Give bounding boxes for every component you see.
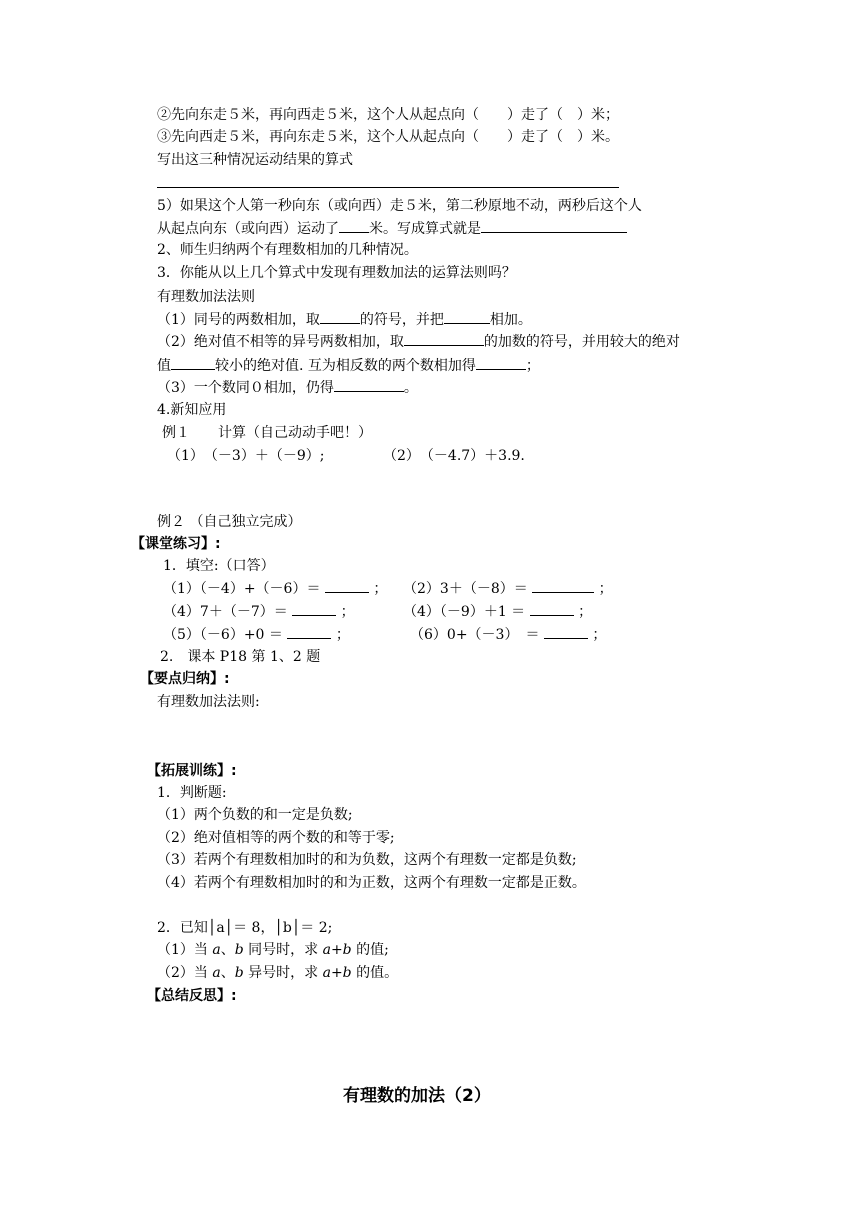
exercise-4a-text: （4）7＋（－7）＝: [163, 604, 288, 620]
extension-heading: 【拓展训练】:: [147, 763, 237, 779]
rule-1-b: 的符号，并把: [359, 312, 444, 328]
exercise-4b-text: （4）（－9）＋1 ＝: [403, 604, 526, 620]
semicolon: ；: [335, 627, 350, 643]
q5-line-1: 5）如果这个人第一秒向东（或向西）走５米，第二秒原地不动，两秒后这个人: [157, 198, 642, 214]
exercise-6-text: （6）0+（－3） ＝: [410, 627, 540, 643]
rule-2: [157, 331, 680, 352]
rule-3-a: （3）一个数同０相加，仍得: [157, 380, 334, 396]
blank: [339, 218, 369, 233]
semicolon: ；: [340, 604, 355, 620]
blank: [287, 624, 331, 639]
summary-line-3: 3．你能从以上几个算式中发现有理数加法的运算法则吗？: [157, 265, 516, 281]
blank: [532, 578, 594, 593]
blank: [320, 309, 360, 324]
rule-2-a: （2）绝对值不相等的异号两数相加，取: [157, 334, 404, 350]
exercise-1-text: （1）（－4）+（－6）＝: [163, 581, 321, 597]
known-q2-d: 的值。: [351, 965, 399, 981]
semicolon: ；: [578, 604, 593, 620]
exercise-1: [163, 578, 387, 599]
exercise-2: [403, 578, 613, 599]
rule-2-d: 较小的绝对值. 互为相反数的两个数相加得: [215, 358, 476, 374]
motion-line-3: ③先向西走５米，再向东走５米，这个人从起点向（ ）走了（ ）米。: [157, 129, 619, 145]
rule-1-a: （1）同号的两数相加，取: [157, 312, 320, 328]
exercise-5: [163, 624, 350, 645]
blank: [325, 578, 369, 593]
formula-prompt: 写出这三种情况运动结果的算式: [157, 152, 353, 168]
summary-line-2: 2、师生归纳两个有理数相加的几种情况。: [157, 242, 418, 258]
blank: [404, 331, 484, 346]
key-points-heading: 【要点归纳】:: [140, 671, 230, 687]
judge-1: （1）两个负数的和一定是负数;: [157, 807, 353, 823]
judge-4: （4）若两个有理数相加时的和为正数，这两个有理数一定都是正数。: [157, 875, 586, 891]
known-q1-b: 、: [220, 942, 235, 958]
motion-line-2: ②先向东走５米，再向西走５米，这个人从起点向（ ）走了（ ）米；: [157, 107, 619, 123]
rule-2-c: 值: [157, 358, 171, 374]
judge-2: （2）绝对值相等的两个数的和等于零;: [157, 830, 395, 846]
rule-3: [157, 377, 418, 398]
blank: [334, 377, 404, 392]
blank: [171, 355, 215, 370]
rule-3-b: 。: [403, 380, 418, 396]
judge-heading: 1．判断题:: [157, 785, 227, 801]
answer-line: [157, 187, 619, 188]
known-q2-b: 、: [220, 965, 235, 981]
rule-1-c: 相加。: [489, 312, 532, 328]
known-q1-a: （1）当: [157, 942, 213, 958]
semicolon: ；: [598, 581, 613, 597]
blank: [544, 624, 588, 639]
known-q2-a: （2）当: [157, 965, 213, 981]
application-heading: 4.新知应用: [157, 402, 227, 418]
blank: [444, 309, 490, 324]
var-a: a: [212, 942, 221, 958]
q5-text-a: 从起点向东（或向西）运动了: [157, 221, 339, 237]
q5-line-2: [157, 218, 627, 239]
reflection-heading: 【总结反思】:: [147, 988, 237, 1004]
example-1-part-2: （2） （－4.7）＋3.9.: [383, 448, 525, 464]
textbook-exercise: 2. 课本 P18 第 1、2 题: [160, 649, 321, 665]
semicolon: ；: [592, 627, 607, 643]
exercise-4a: [163, 601, 355, 622]
exercise-4b: [403, 601, 592, 622]
exercise-2-text: （2）3＋（－8）＝: [403, 581, 528, 597]
example-1: 例１ 计算（自己动动手吧！）: [162, 425, 372, 441]
expr-a-plus-b: a+b: [322, 942, 352, 958]
blank: [476, 355, 526, 370]
judge-3: （3）若两个有理数相加时的和为负数，这两个有理数一定都是负数;: [157, 852, 577, 868]
known-values: 2．已知│a│＝ 8，│b│＝ 2;: [157, 920, 333, 936]
known-q2: [157, 963, 398, 983]
rule-1: [157, 309, 532, 330]
var-b: b: [234, 965, 244, 981]
rule-2-b: 的加数的符号，并用较大的绝对: [483, 334, 680, 350]
classroom-heading: 【课堂练习】:: [131, 536, 221, 552]
example-1-part-1: （1） （－3）＋（－9）;: [167, 448, 325, 464]
known-q1-d: 的值;: [351, 942, 389, 958]
known-q1-c: 同号时，求: [243, 942, 323, 958]
rule-2-e: ；: [525, 358, 540, 374]
blank: [530, 601, 574, 616]
blank: [292, 601, 336, 616]
rule-2-cont: [157, 355, 540, 376]
q5-text-b: 米。写成算式就是: [369, 221, 481, 237]
example-2: 例２ （自己独立完成）: [157, 514, 302, 530]
expr-a-plus-b: a+b: [322, 965, 352, 981]
key-points-rule: 有理数加法法则:: [157, 694, 260, 710]
known-q1: [157, 940, 389, 960]
section-title: 有理数的加法（2）: [343, 1086, 491, 1106]
known-q2-c: 异号时，求: [243, 965, 323, 981]
fill-in-heading: 1．填空:（口答）: [163, 558, 275, 574]
var-a: a: [212, 965, 221, 981]
semicolon: ；: [373, 581, 388, 597]
blank: [481, 218, 627, 233]
exercise-5-text: （5）（－6）+0 ＝: [163, 627, 283, 643]
var-b: b: [234, 942, 244, 958]
rules-heading: 有理数加法法则: [157, 289, 255, 305]
exercise-6: [410, 624, 606, 645]
